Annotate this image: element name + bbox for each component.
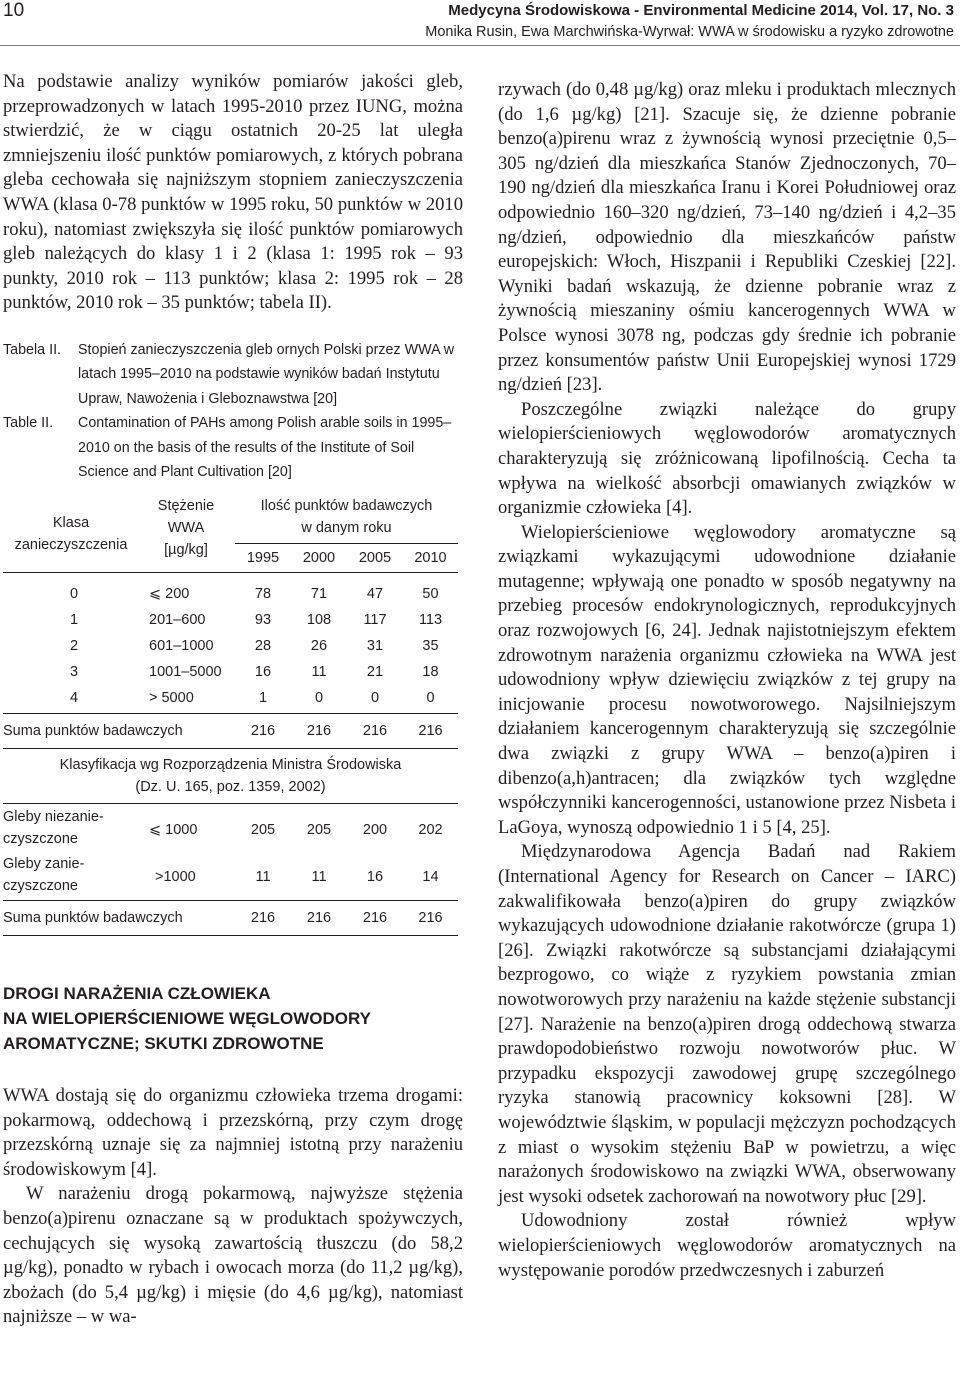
header-bottom-rule bbox=[3, 572, 458, 573]
page-number: 10 bbox=[3, 0, 25, 21]
header-line: WWA bbox=[167, 519, 205, 536]
cell-value: 1 bbox=[258, 689, 268, 706]
header-line: Stężenie bbox=[157, 497, 215, 514]
cell-value: 21 bbox=[366, 663, 384, 680]
cell-value: 216 bbox=[418, 909, 443, 926]
paragraph: Wielopierścieniowe węglowodory aromatyczne są związkami wykazującymi udowodnione działanie mutagenne; wpływają one ponadto w sposób negatywny na przebieg procesów endokrynologicznych, reprodukcyjnych oraz rozwojowych [6, 24]. Jednak najistotniejszym efektem zdrowotnym narażenia organizmu człowieka na WWA jest udowodniony wpływ dziewięciu związków z tej grupy na inicjowanie procesu nowotworowego. Najsilniejszym działaniem kancerogennym charakteryzują się szczególnie dwa związki z grupy WWA – benzo(a)piren i dibenzo(a,h)antracen; dla związków tych względne współczynniki kancerogenności, ustanowione przez Nisbeta i LaGoya, wynoszą odpowiednio 1 i 5 [4, 25]. bbox=[498, 521, 956, 838]
row-rule bbox=[3, 748, 458, 749]
paragraph: Międzynarodowa Agencja Badań nad Rakiem (International Agency for Research on Cancer – IARC) zakwalifikowała benzo(a)piren do grupy związków wykazujących udowodnione działanie rakotwórcze (grupa 1) [26]. Związki rakotwórcze są substancjami działającymi bezprogowo, co wiąże z ryzykiem powstania zmian nowotworowych przy narażeniu na każde stężenie substancji [27]. Narażenie na benzo(a)piren drogą oddechową stwarza prawdopodobieństwo rozwoju nowotworów płuc. W przypadku ekspozycji zawodowej grupę szczególnego ryzyka stanowią pracownicy koksowni [28]. W województwie śląskim, w populacji mężczyzn pochodzących z miast o wysokim stężeniu BaP w powietrzu, a więc narażonych środowiskowo na związki WWA, obserwowany jest wysoki odsetek zachorowań na nowotwory płuc [29]. bbox=[498, 841, 956, 1207]
running-authors: Monika Rusin, Ewa Marchwińska-Wyrwał: WWA w środowisku a ryzyko zdrowotne bbox=[425, 24, 954, 40]
column-header-points bbox=[235, 495, 458, 539]
cell-value: 16 bbox=[254, 663, 272, 680]
cell-value: 31 bbox=[366, 637, 384, 654]
cell-concentration: 1001–5000 bbox=[149, 663, 222, 680]
cell-value: 18 bbox=[422, 663, 439, 680]
cell-value: 11 bbox=[311, 868, 327, 885]
cell-label bbox=[3, 853, 84, 897]
header-divider bbox=[0, 45, 960, 46]
section-heading bbox=[3, 981, 463, 1056]
caption-label: Tabela II. bbox=[3, 341, 62, 358]
paragraph: W narażeniu drogą pokarmową, najwyższe stężenia benzo(a)pirenu oznaczane są w produktach spożywczych, cechujących się wysoką zawartością tłuszczu (do 58,2 µg/kg), ponadto w rybach i owocach morza (do 11,2 µg/kg), zbożach (do 5,4 µg/kg) i mięsie (do 4,6 µg/kg), natomiast najniższe – w wa- bbox=[3, 1183, 463, 1328]
paragraph: Udowodniony został również wpływ wielopierścieniowych węglowodorów aromatycznych na występowanie porodów przedwczesnych i zaburzeń bbox=[498, 1210, 956, 1281]
cell-value: 216 bbox=[306, 722, 332, 739]
cell-value: 216 bbox=[362, 909, 388, 926]
cell-label bbox=[3, 806, 104, 850]
cell-value: 28 bbox=[254, 637, 272, 654]
column-header-concentration bbox=[145, 495, 227, 561]
row-rule bbox=[3, 713, 458, 714]
table-bottom-rule bbox=[3, 935, 458, 936]
cell-value: 47 bbox=[366, 585, 384, 602]
year-header: 2000 bbox=[302, 549, 336, 566]
cell-concentration: >1000 bbox=[155, 868, 196, 885]
header-line: [µg/kg] bbox=[164, 541, 208, 558]
cell-class: 0 bbox=[70, 585, 79, 602]
cell-value: 11 bbox=[311, 663, 327, 680]
heading-line: AROMATYCZNE; SKUTKI ZDROWOTNE bbox=[3, 1033, 324, 1053]
year-header: 1995 bbox=[246, 549, 280, 566]
sum-label: Suma punktów badawczych bbox=[3, 909, 183, 926]
header-line: zanieczyszczenia bbox=[14, 536, 128, 553]
header-line: Klasa bbox=[52, 514, 90, 531]
cell-value: 216 bbox=[306, 909, 332, 926]
label-line: czyszczone bbox=[3, 877, 78, 894]
cell-concentration: 201–600 bbox=[149, 611, 206, 628]
cell-value: 216 bbox=[250, 722, 276, 739]
table-caption-english bbox=[3, 411, 463, 485]
cell-value: 216 bbox=[250, 909, 276, 926]
sum-label: Suma punktów badawczych bbox=[3, 722, 183, 739]
paragraph: rzywach (do 0,48 µg/kg) oraz mleku i produktach mlecznych (do 1,6 µg/kg) [21]. Szacuje się, że dzienne pobranie benzo(a)pirenu wraz z żywnością wynosi przeciętnie 0,5–305 ng/dzień dla mieszkańca Stanów Zjednoczonych, 70–190 ng/dzień dla mieszkańca Iranu i Korei Południowej oraz odpowiednio 160–320 ng/dzień, 73–140 ng/dzień i 4,2–35 ng/dzień, odpowiednio dla mieszkańców państw europejskich: Włoch, Hiszpanii i Republiki Czeskiej [22]. Wyniki badań wskazują, że dzienne pobranie wraz z żywnością mieszaniny ośmiu kancerogennych WWA w Polsce wynosi 3078 ng, podczas gdy średnie ich pobranie przez konsumentów państw Unii Europejskiej wynosi 1729 ng/dzień [23]. bbox=[498, 79, 956, 396]
cell-value: 35 bbox=[422, 637, 439, 654]
row-rule bbox=[3, 803, 458, 804]
paragraph: Na podstawie analizy wyników pomiarów jakości gleb, przeprowadzonych w latach 1995-2010 przez IUNG, można stwierdzić, że w ciągu ostatnich 20-25 lat uległa zmniejszeniu ilość punktów pomiarowych, z których pobrana gleba cechowała się najniższym stopniem zanieczyszczenia WWA (klasa 0-78 punktów w 1995 roku, 50 punktów w 2010 roku), natomiast zwiększyła się ilość punktów pomiarowych gleb należących do klasy 1 i 2 (klasa 1: 1995 rok – 93 punkty, 2010 rok – 113 punktów; klasa 2: 1995 rok – 28 punktów, 2010 rok – 35 punktów; tabela II). bbox=[3, 71, 463, 314]
paragraph: WWA dostają się do organizmu człowieka trzema drogami: pokarmową, oddechową i przezskórną, przy czym drogę przezskórną uznaje się za najmniej istotną przy narażeniu środowiskowym [4]. bbox=[3, 1084, 463, 1180]
year-header: 2010 bbox=[414, 549, 447, 566]
heading-line: DROGI NARAŻENIA CZŁOWIEKA bbox=[3, 983, 271, 1003]
cell-value: 0 bbox=[426, 689, 435, 706]
row-rule bbox=[3, 900, 458, 901]
label-line: Gleby niezanie- bbox=[3, 808, 104, 825]
cell-concentration: > 5000 bbox=[149, 689, 194, 706]
cell-value: 200 bbox=[362, 821, 388, 838]
cell-value: 117 bbox=[363, 611, 387, 628]
paragraph: Poszczególne związki należące do grupy wielopierścieniowych węglowodorów aromatycznych charakteryzują się zróżnicowaną lipofilnością. Cecha ta wpływa na wielkość absorbcji omawianych związków w organizmie człowieka [4]. bbox=[498, 398, 956, 519]
table-subheading bbox=[3, 754, 458, 798]
cell-value: 202 bbox=[418, 821, 443, 838]
cell-value: 26 bbox=[310, 637, 328, 654]
cell-value: 216 bbox=[418, 722, 443, 739]
subheading-line: Klasyfikacja wg Rozporządzenia Ministra Środowiska bbox=[59, 756, 402, 773]
label-line: czyszczone bbox=[3, 830, 78, 847]
cell-concentration: ⩽ 200 bbox=[149, 585, 190, 602]
caption-label: Table II. bbox=[3, 415, 54, 432]
cell-value: 14 bbox=[422, 868, 439, 885]
cell-value: 11 bbox=[255, 868, 271, 885]
cell-concentration: 601–1000 bbox=[149, 637, 214, 654]
cell-value: 50 bbox=[422, 585, 439, 602]
cell-class: 3 bbox=[70, 663, 79, 680]
cell-value: 108 bbox=[306, 611, 332, 628]
caption-text: Stopień zanieczyszczenia gleb ornych Polski przez WWA w latach 1995–2010 na podstawie wyników badań Instytutu Upraw, Nawożenia i Gleboznawstwa [20] bbox=[78, 341, 455, 407]
caption-text: Contamination of PAHs among Polish arable soils in 1995–2010 on the basis of the results of the Institute of Soil Science and Plant Cultivation [20] bbox=[78, 415, 452, 481]
header-line: Ilość punktów badawczych bbox=[260, 497, 433, 514]
cell-value: 216 bbox=[362, 722, 388, 739]
label-line: Gleby zanie- bbox=[3, 855, 85, 872]
cell-value: 78 bbox=[254, 585, 272, 602]
data-table bbox=[3, 499, 458, 959]
header-line: w danym roku bbox=[301, 519, 392, 536]
cell-value: 16 bbox=[366, 868, 384, 885]
cell-class: 2 bbox=[70, 637, 79, 654]
header-rule bbox=[235, 543, 458, 544]
cell-value: 205 bbox=[306, 821, 332, 838]
cell-value: 205 bbox=[250, 821, 276, 838]
left-column bbox=[3, 70, 463, 1330]
cell-class: 4 bbox=[70, 689, 79, 706]
year-header: 2005 bbox=[358, 549, 392, 566]
right-column bbox=[498, 78, 956, 1283]
column-header-class bbox=[3, 512, 139, 556]
subheading-line: (Dz. U. 165, poz. 1359, 2002) bbox=[135, 778, 326, 795]
cell-concentration: ⩽ 1000 bbox=[149, 821, 198, 838]
journal-title: Medycyna Środowiskowa - Environmental Medicine 2014, Vol. 17, No. 3 bbox=[448, 2, 954, 19]
cell-value: 93 bbox=[254, 611, 272, 628]
cell-value: 71 bbox=[310, 585, 328, 602]
heading-line: NA WIELOPIERŚCIENIOWE WĘGLOWODORY bbox=[3, 1008, 372, 1028]
cell-value: 0 bbox=[314, 689, 324, 706]
cell-class: 1 bbox=[70, 611, 79, 628]
table-caption-polish bbox=[3, 338, 463, 412]
cell-value: 113 bbox=[418, 611, 443, 628]
cell-value: 0 bbox=[370, 689, 380, 706]
